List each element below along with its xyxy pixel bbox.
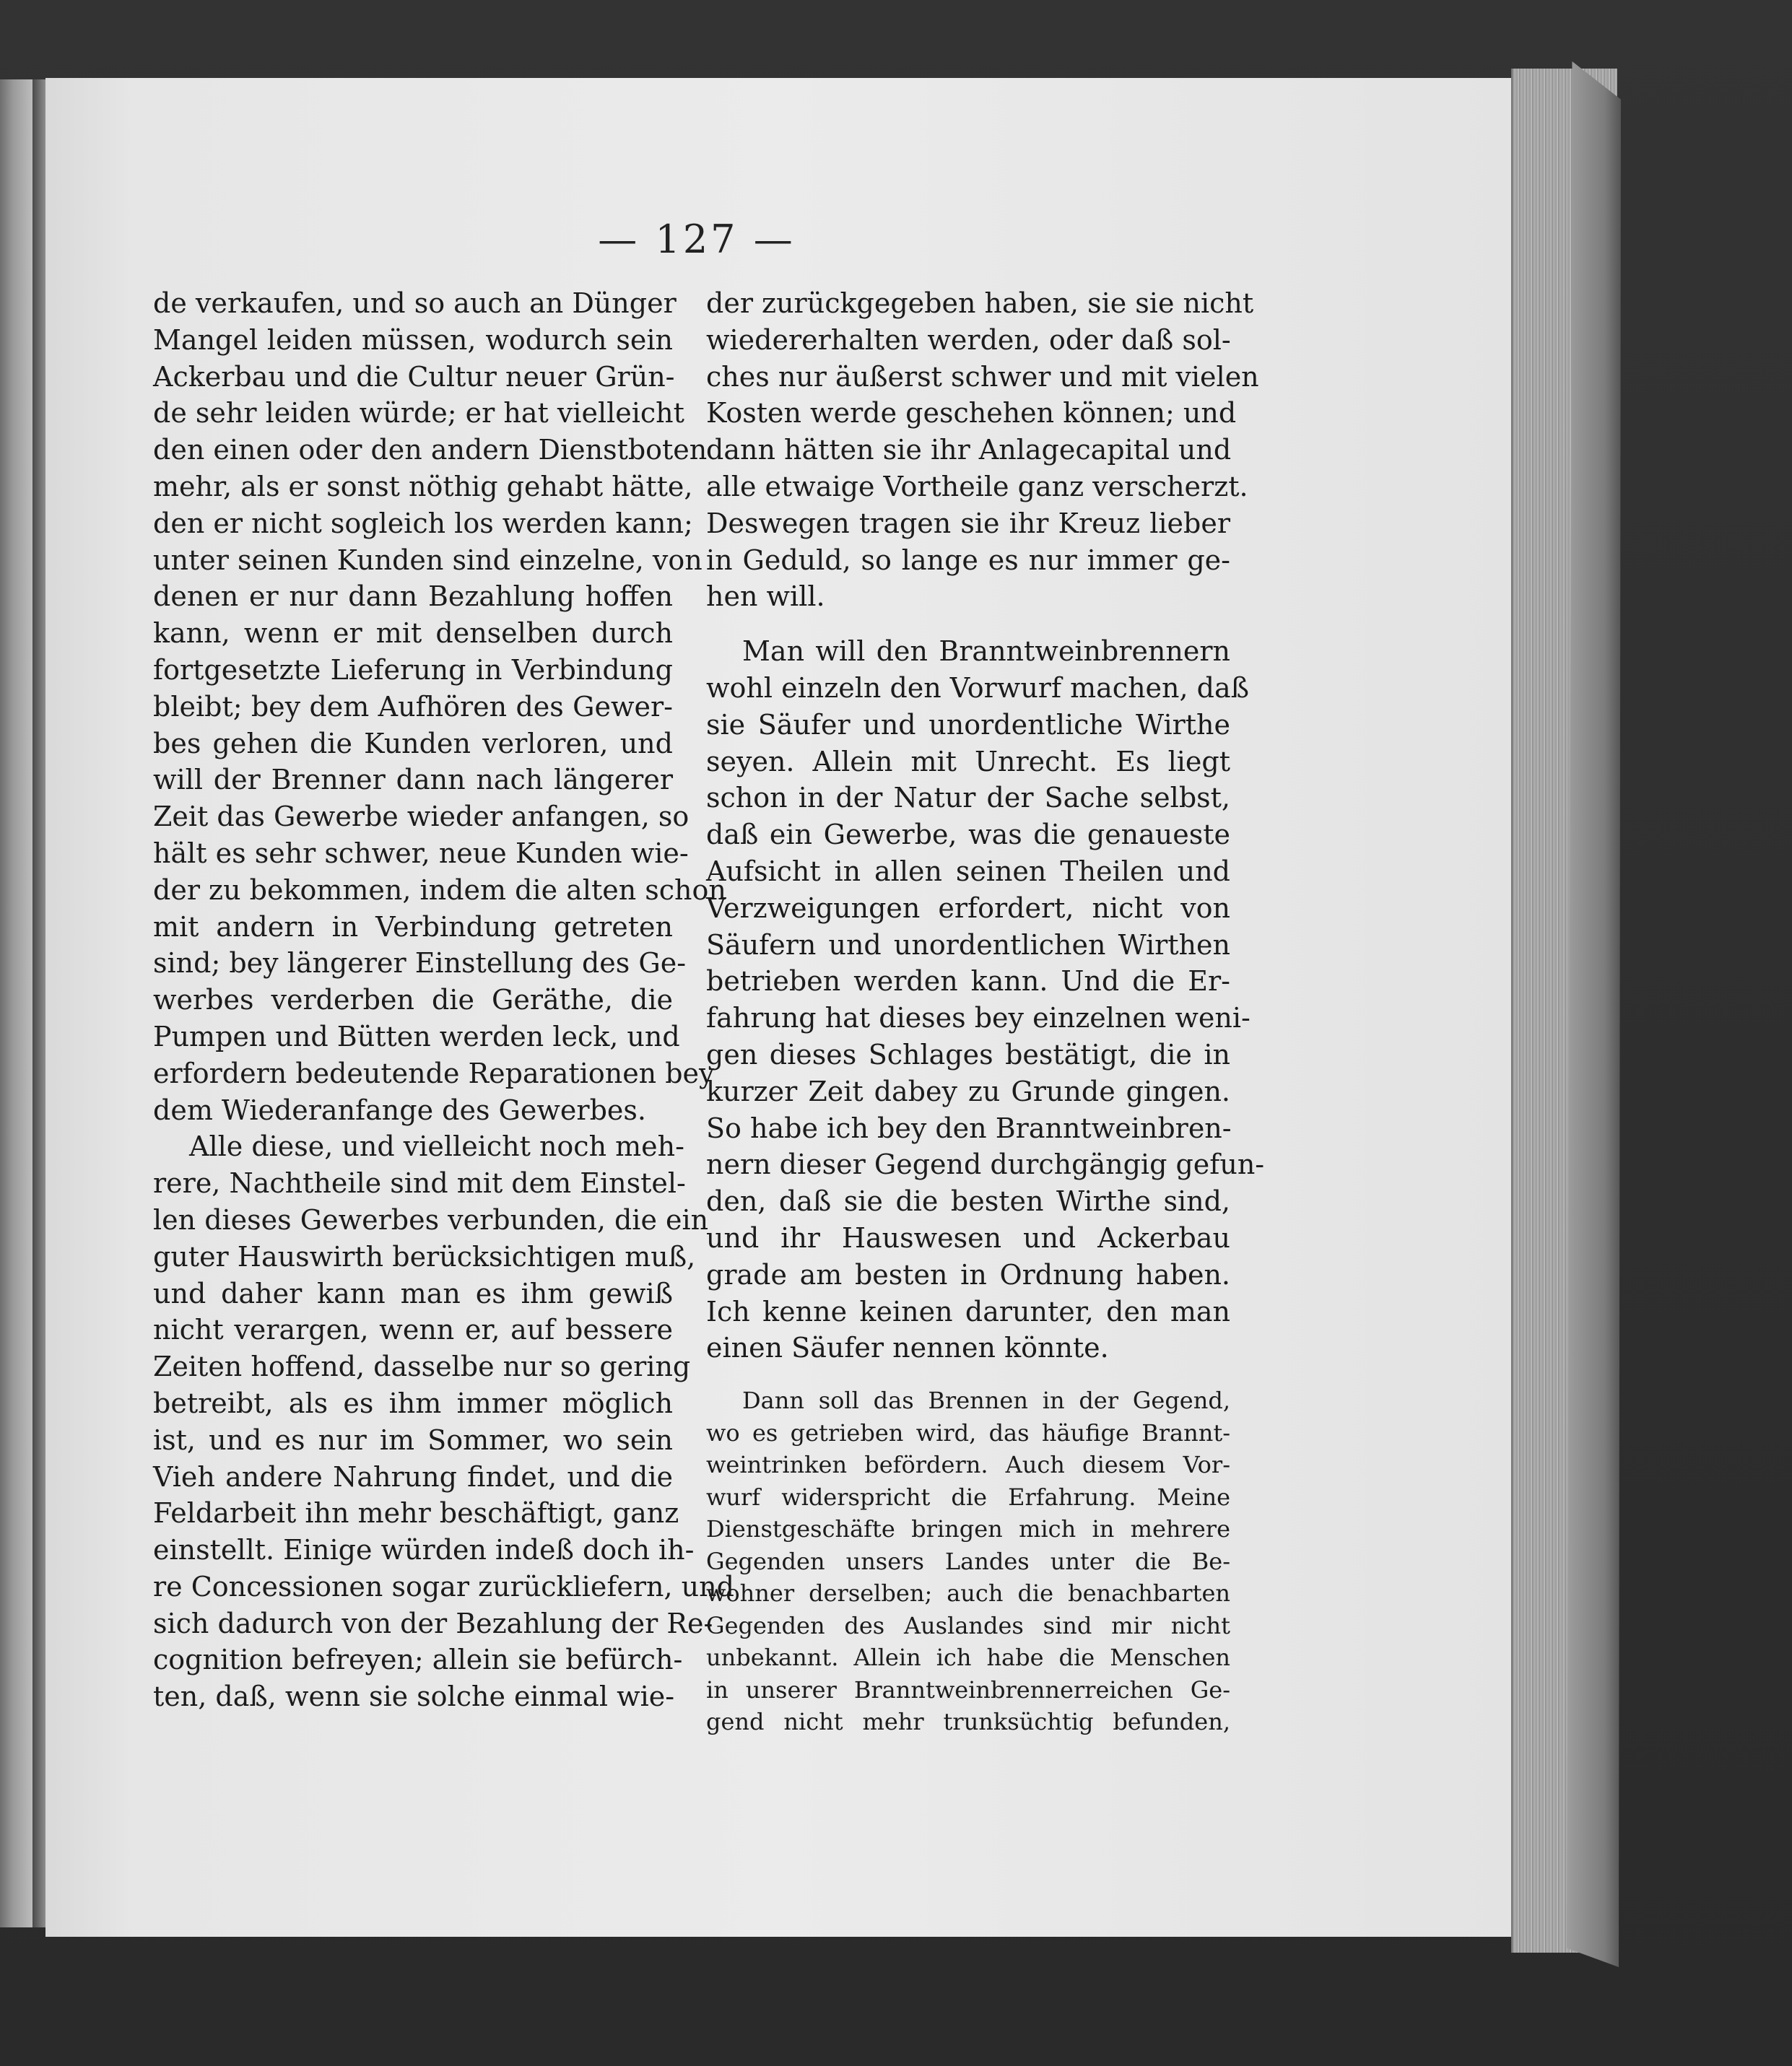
text-line: alle etwaige Vortheile ganz verscherzt. <box>706 470 1248 502</box>
note-line: wurf widerspricht die Erfahrung. Meine <box>706 1483 1230 1511</box>
text-line: mit andern in Verbindung getreten <box>153 910 673 943</box>
paragraph-gap <box>706 615 1230 633</box>
text-line: der zurückgegeben haben, sie sie nicht <box>706 287 1254 319</box>
book-gutter <box>32 79 45 1927</box>
text-line: So habe ich bey den Branntweinbren- <box>706 1112 1232 1144</box>
note-line: Dann soll das Brennen in der Gegend, <box>742 1387 1230 1415</box>
text-line: dann hätten sie ihr Anlagecapital und <box>706 434 1232 466</box>
paragraph-gap <box>706 1367 1230 1385</box>
text-line: ches nur äußerst schwer und mit vielen <box>706 360 1259 393</box>
text-line: nicht verargen, wenn er, auf bessere <box>153 1314 673 1346</box>
text-line: guter Hauswirth berücksichtigen muß, <box>153 1240 696 1273</box>
text-line: Ich kenne keinen darunter, den man <box>706 1295 1230 1328</box>
text-line: ten, daß, wenn sie solche einmal wie- <box>153 1681 675 1713</box>
page-number: — 127 — <box>598 217 796 262</box>
cover-edge <box>1567 61 1621 1967</box>
left-page-edge <box>0 79 32 1927</box>
text-line: daß ein Gewerbe, was die genaueste <box>706 819 1230 851</box>
text-line: den er nicht sogleich los werden kann; <box>153 507 693 539</box>
text-line: der zu bekommen, indem die alten schon <box>153 873 726 906</box>
text-line: ist, und es nur im Sommer, wo sein <box>153 1424 673 1456</box>
note-line: gend nicht mehr trunksüchtig befunden, <box>706 1708 1230 1736</box>
text-line: kurzer Zeit dabey zu Grunde gingen. <box>706 1075 1230 1107</box>
text-line: Mangel leiden müssen, wodurch sein <box>153 323 673 356</box>
text-line: den einen oder den andern Dienstboten <box>153 434 708 466</box>
text-line: Zeiten hoffend, dasselbe nur so gering <box>153 1351 691 1383</box>
text-line: und ihr Hauswesen und Ackerbau <box>706 1221 1230 1254</box>
text-line: will der Brenner dann nach längerer <box>153 764 673 796</box>
note-line: weintrinken befördern. Auch diesem Vor- <box>706 1451 1230 1479</box>
text-line: mehr, als er sonst nöthig gehabt hätte, <box>153 470 693 502</box>
text-line: denen er nur dann Bezahlung hoffen <box>153 580 673 613</box>
footnote-block <box>706 1385 1230 1738</box>
text-line: Zeit das Gewerbe wieder anfangen, so <box>153 801 690 833</box>
text-line: Ackerbau und die Cultur neuer Grün- <box>153 360 675 393</box>
note-line: Gegenden des Auslandes sind mir nicht <box>706 1611 1230 1639</box>
text-line: werbes verderben die Geräthe, die <box>153 984 673 1016</box>
left-column <box>153 285 734 1715</box>
text-line: Kosten werde geschehen können; und <box>706 397 1237 430</box>
text-line: den, daß sie die besten Wirthe sind, <box>706 1185 1230 1218</box>
right-column <box>706 285 1265 1738</box>
text-line: einen Säufer nennen könnte. <box>706 1332 1109 1364</box>
note-line: wohner derselben; auch die benachbarten <box>706 1579 1230 1608</box>
text-line: grade am besten in Ordnung haben. <box>706 1258 1230 1291</box>
note-line: wo es getrieben wird, das häufige Brannt- <box>706 1418 1230 1447</box>
text-line: len dieses Gewerbes verbunden, die ein <box>153 1203 709 1236</box>
text-line: sie Säufer und unordentliche Wirthe <box>706 708 1230 741</box>
text-line: Verzweigungen erfordert, nicht von <box>706 892 1230 924</box>
text-line: fortgesetzte Lieferung in Verbindung <box>153 653 673 686</box>
text-line: sich dadurch von der Bezahlung der Re- <box>153 1607 713 1639</box>
text-line: Vieh andere Nahrung findet, und die <box>153 1460 673 1493</box>
note-line: in unserer Branntweinbrennerreichen Ge- <box>706 1675 1230 1704</box>
text-line: sind; bey längerer Einstellung des Ge- <box>153 947 687 980</box>
text-line: kann, wenn er mit denselben durch <box>153 617 673 650</box>
text-line: in Geduld, so lange es nur immer ge- <box>706 544 1230 576</box>
text-line: de sehr leiden würde; er hat vielleicht <box>153 397 684 430</box>
note-line: Gegenden unsers Landes unter die Be- <box>706 1547 1230 1575</box>
text-line: seyen. Allein mit Unrecht. Es liegt <box>706 745 1230 777</box>
text-line: rere, Nachtheile sind mit dem Einstel- <box>153 1167 686 1200</box>
text-line: wohl einzeln den Vorwurf machen, daß <box>706 671 1250 704</box>
text-line: Alle diese, und vielleicht noch meh- <box>189 1130 684 1163</box>
text-line: unter seinen Kunden sind einzelne, von <box>153 544 703 576</box>
text-line: gen dieses Schlages bestätigt, die in <box>706 1038 1230 1071</box>
note-line: unbekannt. Allein ich habe die Menschen <box>706 1644 1230 1672</box>
text-line: Pumpen und Bütten werden leck, und <box>153 1020 680 1052</box>
text-line: nern dieser Gegend durchgängig gefun- <box>706 1148 1265 1181</box>
text-line: Feldarbeit ihn mehr beschäftigt, ganz <box>153 1497 679 1530</box>
text-line: re Concessionen sogar zurückliefern, und <box>153 1570 734 1603</box>
text-line: wiedererhalten werden, oder daß sol- <box>706 323 1231 356</box>
text-line: betrieben werden kann. Und die Er- <box>706 965 1230 998</box>
text-line: hen will. <box>706 580 825 613</box>
text-line: de verkaufen, und so auch an Dünger <box>153 287 677 319</box>
text-line: dem Wiederanfange des Gewerbes. <box>153 1094 646 1126</box>
text-line: Säufern und unordentlichen Wirthen <box>706 928 1230 961</box>
text-line: und daher kann man es ihm gewiß <box>153 1277 673 1309</box>
text-line: bleibt; bey dem Aufhören des Gewer- <box>153 690 673 723</box>
text-line: erfordern bedeutende Reparationen bey <box>153 1057 715 1089</box>
text-line: Deswegen tragen sie ihr Kreuz lieber <box>706 507 1230 539</box>
text-line: einstellt. Einige würden indeß doch ih- <box>153 1534 695 1566</box>
text-line: fahrung hat dieses bey einzelnen weni- <box>706 1002 1251 1034</box>
text-line: Man will den Branntweinbrennern <box>742 635 1230 668</box>
text-line: hält es sehr schwer, neue Kunden wie- <box>153 837 689 869</box>
text-line: Aufsicht in allen seinen Theilen und <box>706 855 1230 887</box>
text-line: schon in der Natur der Sache selbst, <box>706 782 1230 814</box>
text-line: cognition befreyen; allein sie befürch- <box>153 1644 683 1676</box>
text-line: bes gehen die Kunden verloren, und <box>153 727 673 759</box>
note-line: Dienstgeschäfte bringen mich in mehrere <box>706 1515 1230 1543</box>
text-line: betreibt, als es ihm immer möglich <box>153 1387 673 1419</box>
